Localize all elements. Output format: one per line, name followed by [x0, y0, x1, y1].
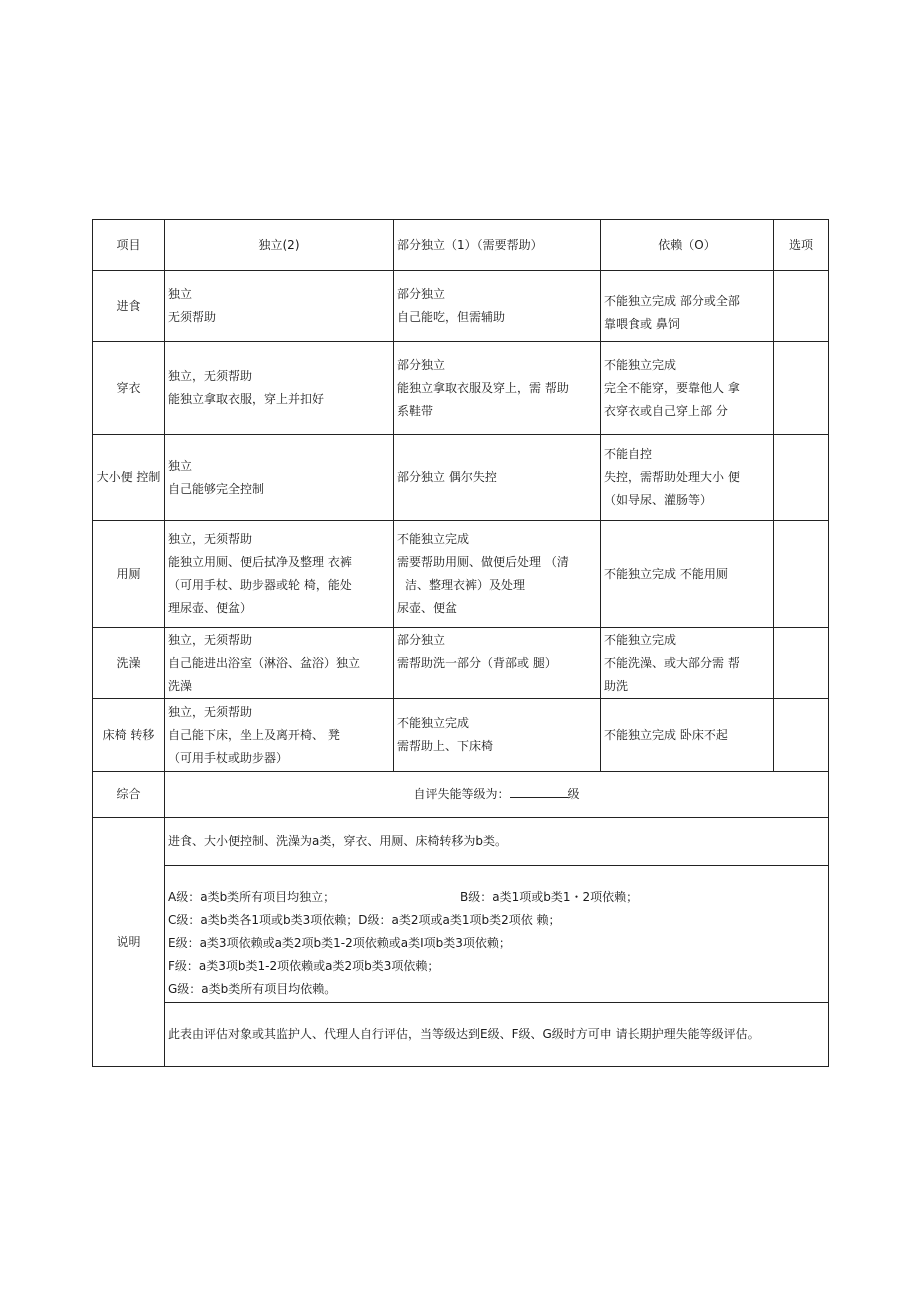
partial-cell	[394, 628, 601, 699]
cell-line: 不能独立完成	[397, 532, 470, 546]
cell-line: 不能独立完成	[397, 716, 470, 730]
dependent-cell	[601, 342, 774, 435]
grade-line: F级：a类3项b类1-2项依赖或a类2项b类3项依赖；	[168, 959, 440, 973]
partial-cell	[394, 699, 601, 772]
cell-line: 自己能进出浴室（淋浴、盆浴）独立	[168, 655, 361, 670]
independent-cell	[165, 628, 394, 699]
cell-line: 自己能吃，但需辅助	[397, 310, 506, 324]
cell-line: 洗澡	[168, 678, 193, 693]
row-dressing	[93, 342, 829, 435]
grade-line: G级：a类b类所有项目均依赖。	[168, 982, 337, 996]
assessment-table	[92, 219, 829, 1067]
cell-line: 部分独立	[397, 357, 446, 372]
cell-line: 独立	[168, 287, 193, 301]
cell-line: 衣穿衣或自己穿上部 分	[604, 403, 728, 418]
partial-cell	[394, 342, 601, 435]
header-partial: 部分独立（1）（需要帮助）	[394, 220, 601, 271]
row-continence	[93, 435, 829, 521]
grade-line: E级：a类3项依赖或a类2项b类1-2项依赖或a类Ⅰ项b类3项依赖；	[168, 936, 511, 950]
cell-line: （可用手杖或助步器）	[168, 750, 289, 765]
cell-line: 不能洗澡、或大部分需 帮	[604, 655, 740, 670]
row-label: 说明	[93, 818, 165, 1067]
cell-line: 洁、整理衣裤）及处理	[405, 578, 526, 592]
notes-categories: 进食、大小便控制、洗澡为a类，穿衣、用厕、床椅转移为b类。	[165, 818, 829, 866]
row-label: 穿衣	[93, 342, 165, 435]
cell-line: 需要帮助用厕、做便后处理 （清	[397, 555, 569, 569]
cell-line: 部分独立 偶尔失控	[397, 470, 497, 484]
header-item: 项目	[93, 220, 165, 271]
cell-line: 不能独立完成 部分或全部	[604, 294, 740, 308]
header-independent: 独立(2)	[165, 220, 394, 271]
grades-cell	[165, 866, 829, 1003]
cell-line: 能独立用厕、便后拭净及整理 衣裤	[168, 555, 352, 569]
dependent-cell	[601, 699, 774, 772]
row-notes	[93, 818, 829, 866]
cell-line: 不能独立完成 卧床不起	[604, 727, 728, 742]
row-toileting	[93, 521, 829, 628]
summary-suffix: 级	[567, 787, 580, 801]
header-option: 选项	[774, 220, 829, 271]
dependent-cell	[601, 271, 774, 342]
cell-line: 需帮助洗一部分（背部或 腿）	[397, 656, 557, 670]
row-eating	[93, 271, 829, 342]
cell-line: 尿壶、便盆	[397, 601, 458, 615]
independent-cell	[165, 435, 394, 521]
cell-line: 理尿壶、便盆）	[168, 601, 253, 615]
notes-footer: 此表由评估对象或其监护人、代理人自行评估，当等级达到E级、F级、G级时方可申 请长期护理失能等级评估。	[165, 1003, 829, 1067]
row-label: 综合	[93, 772, 165, 818]
partial-cell	[394, 435, 601, 521]
grade-a: A级：a类b类所有项目均独立；	[168, 890, 336, 904]
grade-b: B级：a类1项或b类1・2项依赖；	[460, 890, 639, 904]
cell-line: 独立，无须帮助	[168, 704, 253, 719]
row-label: 洗澡	[93, 628, 165, 699]
option-cell[interactable]	[774, 628, 829, 699]
row-label: 大小便 控制	[93, 435, 165, 521]
summary-text: 自评失能等级为：	[413, 787, 510, 801]
summary-cell	[165, 772, 829, 818]
cell-line: 独立	[168, 458, 193, 473]
grade-line	[168, 886, 825, 909]
dependent-cell	[601, 628, 774, 699]
row-label: 进食	[93, 271, 165, 342]
cell-line: 不能自控	[604, 447, 653, 461]
cell-line: 完全不能穿，要靠他人 拿	[604, 380, 740, 395]
header-row	[93, 220, 829, 271]
cell-line: 失控，需帮助处理大小 便	[604, 470, 740, 484]
cell-line: 能独立拿取衣服，穿上并扣好	[168, 392, 325, 406]
cell-line: 独立，无须帮助	[168, 369, 253, 383]
cell-line: 自己能够完全控制	[168, 481, 265, 496]
independent-cell	[165, 342, 394, 435]
cell-line: 部分独立	[397, 287, 446, 301]
option-cell[interactable]	[774, 699, 829, 772]
grade-line: C级：a类b类各1项或b类3项依赖；D级：a类2项或a类1项b类2项依 赖；	[168, 913, 561, 927]
dependent-cell	[601, 435, 774, 521]
row-transfer	[93, 699, 829, 772]
grade-blank[interactable]	[510, 785, 568, 798]
independent-cell	[165, 699, 394, 772]
cell-line: 助洗	[604, 678, 629, 693]
option-cell[interactable]	[774, 521, 829, 628]
cell-line: 系鞋带	[397, 403, 434, 418]
cell-line: 自己能下床，坐上及离开椅、 凳	[168, 727, 340, 742]
header-dependent: 依赖（O）	[601, 220, 774, 271]
option-cell[interactable]	[774, 342, 829, 435]
cell-line: 不能独立完成	[604, 357, 677, 372]
cell-line: 不能独立完成 不能用厕	[604, 566, 728, 581]
cell-line: 独立，无须帮助	[168, 532, 253, 546]
cell-line: （可用手杖、助步器或轮 椅，能处	[168, 578, 352, 592]
cell-line: （如导尿、灌肠等）	[604, 493, 713, 507]
cell-line: 能独立拿取衣服及穿上，需 帮助	[397, 380, 569, 395]
cell-line: 独立，无须帮助	[168, 632, 253, 647]
row-footer	[93, 1003, 829, 1067]
independent-cell	[165, 521, 394, 628]
row-bathing	[93, 628, 829, 699]
row-label: 床椅 转移	[93, 699, 165, 772]
row-grades	[93, 866, 829, 1003]
option-cell[interactable]	[774, 271, 829, 342]
cell-line: 无须帮助	[168, 310, 217, 324]
cell-line: 需帮助上、下床椅	[397, 739, 494, 753]
cell-line: 不能独立完成	[604, 632, 677, 647]
cell-line: 靠喂食或 鼻饲	[604, 317, 680, 331]
row-summary	[93, 772, 829, 818]
partial-cell	[394, 521, 601, 628]
dependent-cell	[601, 521, 774, 628]
cell-line: 部分独立	[397, 633, 446, 647]
row-label: 用厕	[93, 521, 165, 628]
independent-cell	[165, 271, 394, 342]
option-cell[interactable]	[774, 435, 829, 521]
partial-cell	[394, 271, 601, 342]
